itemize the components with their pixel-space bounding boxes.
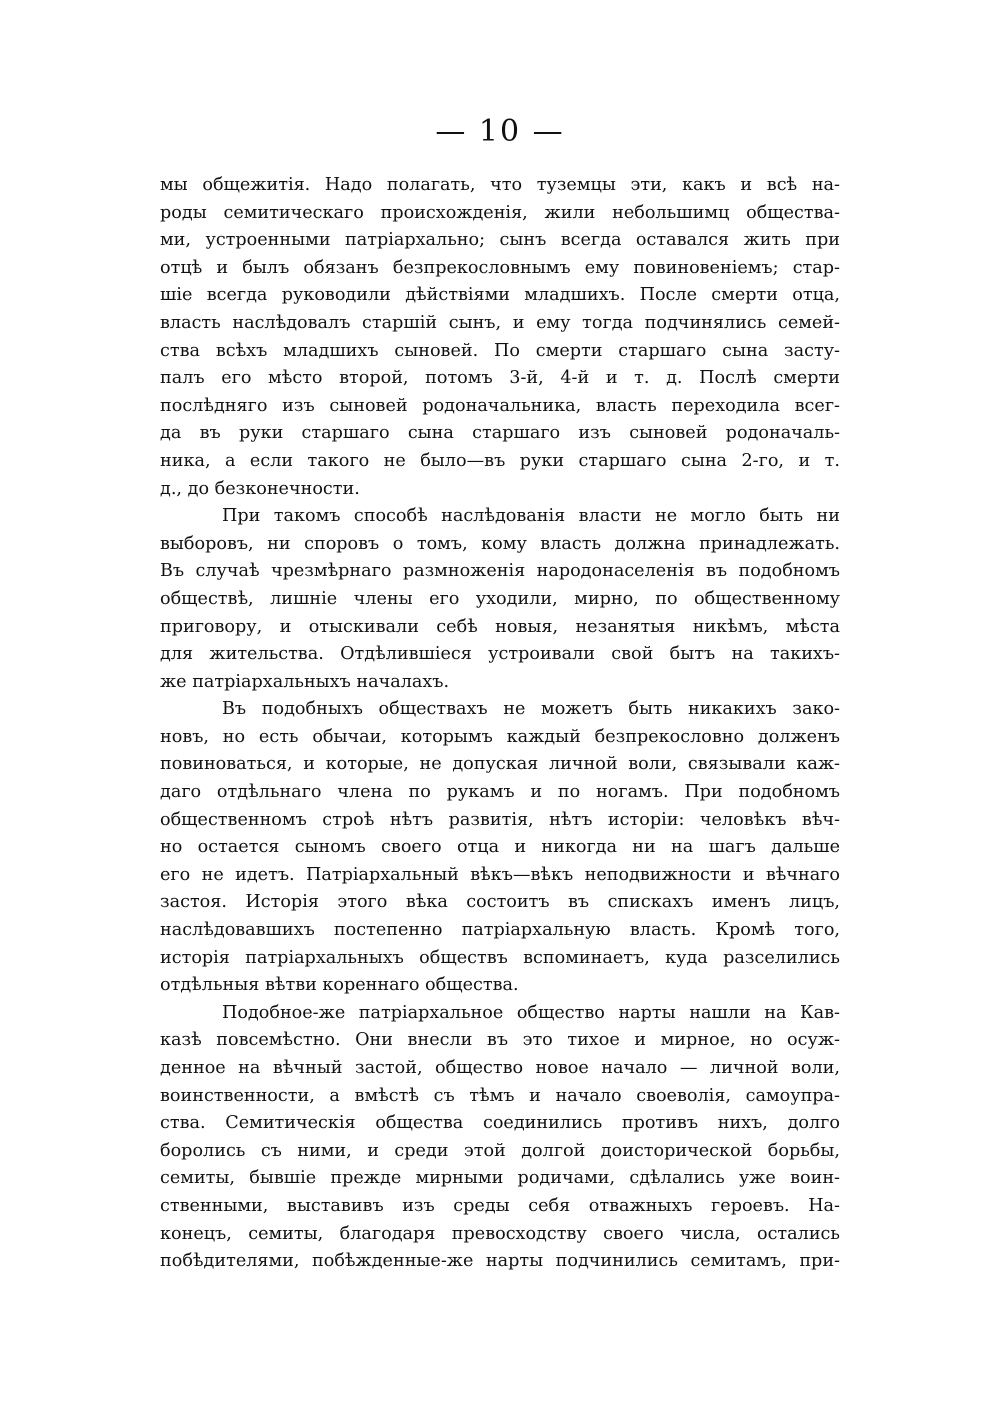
paragraph-4	[160, 1000, 840, 1276]
text-line: отдѣльныя вѣтви кореннаго общества.	[160, 975, 519, 996]
text-line: послѣдняго изъ сыновей родоначальника, власть переходила всег-	[160, 395, 840, 416]
text-line: шіе всегда руководили дѣйствіями младшихъ. После смерти отца,	[160, 285, 840, 306]
body-text	[160, 172, 840, 1276]
text-line: палъ его мѣсто второй, потомъ 3-й, 4-й и т. д. Послѣ смерти	[160, 368, 840, 389]
text-line: воинственности, а вмѣстѣ съ тѣмъ и начало своеволія, самоупра-	[160, 1085, 840, 1106]
text-line: но остается сыномъ своего отца и никогда ни на шагъ дальше	[160, 837, 840, 858]
text-line: ника, а если такого не было—въ руки старшаго сына 2-го, и т.	[160, 450, 840, 471]
text-line: семиты, бывшіе прежде мирными родичами, сдѣлались уже воин-	[160, 1168, 840, 1189]
text-line: конецъ, семиты, благодаря превосходству своего числа, остались	[160, 1223, 840, 1244]
text-line: повиноваться, и которые, не допуская личной воли, связывали каж-	[160, 754, 840, 775]
text-line: побѣдителями, побѣжденные-же нарты подчинились семитамъ, при-	[160, 1251, 840, 1272]
paragraph-3	[160, 696, 840, 1000]
text-line: приговору, и отыскивали себѣ новыя, незанятыя никѣмъ, мѣста	[160, 616, 840, 637]
text-line: да въ руки старшаго сына старшаго изъ сыновей родоначаль-	[160, 423, 840, 444]
text-line: исторія патріархальныхъ обществъ вспоминаетъ, куда разселились	[160, 947, 840, 968]
text-line: ственными, выставивъ изъ среды себя отважныхъ героевъ. На-	[160, 1195, 840, 1216]
text-line: же патріархальныхъ началахъ.	[160, 671, 450, 692]
text-line: даго отдѣльнаго члена по рукамъ и по ногамъ. При подобномъ	[160, 782, 840, 803]
text-line: общественномъ строѣ нѣтъ развитія, нѣтъ исторіи: человѣкъ вѣч-	[160, 809, 840, 830]
text-line: Въ подобныхъ обществахъ не можетъ быть никакихъ зако-	[222, 699, 840, 720]
text-line: ми, устроенными патріархально; сынъ всегда оставался жить при	[160, 230, 840, 251]
text-line: казѣ повсемѣстно. Они внесли въ это тихое и мирное, но осуж-	[160, 1030, 840, 1051]
text-line: обществѣ, лишніе члены его уходили, мирно, по общественному	[160, 588, 840, 609]
text-line: Подобное-же патріархальное общество нарты нашли на Кав-	[222, 1002, 840, 1023]
text-line: Въ случаѣ чрезмѣрнаго размноженія народонаселенія въ подобномъ	[160, 561, 840, 582]
text-line: денное на вѣчный застой, общество новое начало — личной воли,	[160, 1058, 840, 1078]
text-line: выборовъ, ни споровъ о томъ, кому власть должна принадлежать.	[160, 533, 840, 554]
text-line: для жительства. Отдѣлившіеся устроивали свой бытъ на такихъ-	[160, 644, 840, 665]
paragraph-2	[160, 503, 840, 696]
text-line: ства. Семитическія общества соединились противъ нихъ, долго	[160, 1113, 840, 1134]
text-line: отцѣ и былъ обязанъ безпрекословнымъ ему повиновеніемъ; стар-	[160, 257, 840, 278]
text-line: роды семитическаго происхожденія, жили небольшимц общества-	[160, 202, 840, 223]
text-line: новъ, но есть обычаи, которымъ каждый безпрекословно долженъ	[160, 726, 840, 747]
text-line: его не идетъ. Патріархальный вѣкъ—вѣкъ неподвижности и вѣчнаго	[160, 864, 840, 885]
text-line: д., до безконечности.	[160, 478, 360, 499]
text-line: застоя. Исторія этого вѣка состоитъ въ спискахъ именъ лицъ,	[160, 892, 840, 913]
paragraph-1	[160, 172, 840, 503]
page-number: — 10 —	[435, 114, 565, 149]
text-line: наслѣдовавшихъ постепенно патріархальную власть. Кромѣ того,	[160, 920, 840, 941]
text-line: ства всѣхъ младшихъ сыновей. По смерти старшаго сына засту-	[160, 340, 840, 361]
text-line: боролись съ ними, и среди этой долгой доисторической борьбы,	[160, 1140, 840, 1161]
text-line: власть наслѣдовалъ старшій сынъ, и ему тогда подчинялись семей-	[160, 312, 840, 333]
text-line: При такомъ способѣ наслѣдованія власти не могло быть ни	[222, 506, 840, 527]
text-line: мы общежитія. Надо полагать, что туземцы эти, какъ и всѣ на-	[160, 175, 840, 195]
